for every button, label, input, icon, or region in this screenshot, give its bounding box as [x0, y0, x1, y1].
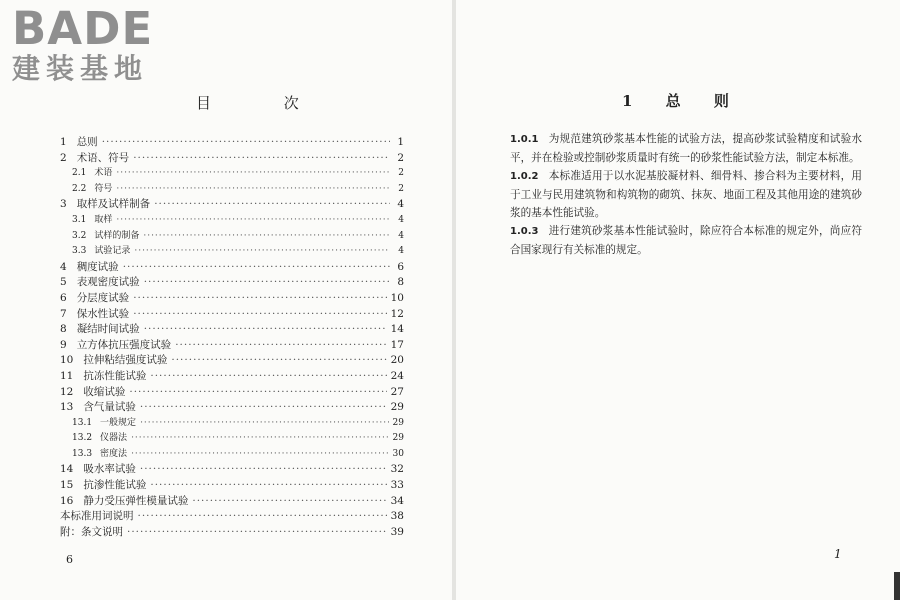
toc-entry-title: 立方体抗压强度试验 [76, 338, 172, 351]
toc-leader-dots [133, 292, 386, 304]
toc-entry-page: 6 [397, 260, 404, 273]
toc-leader-dots [133, 308, 386, 320]
left-page-number: 6 [66, 553, 73, 566]
toc-entry-title: 本标准用词说明 [60, 510, 134, 523]
toc-entry-title: 凝结时间试验 [76, 323, 140, 336]
toc-entry [60, 368, 404, 384]
toc-entry-number: 3 [60, 198, 67, 211]
toc-entry-number: 14 [60, 463, 74, 476]
toc-leader-dots [102, 136, 390, 148]
logo-tagline: 建装基地 [12, 52, 149, 85]
toc-entry-number: 16 [60, 494, 74, 507]
clause-text: 为规范建筑砂浆基本性能的试验方法，提高砂浆试验精度和试验水平，并在检验或控制砂浆质量时有统一的砂浆性能试验方法，制定本标准。 [510, 133, 862, 164]
toc-leader-dots [116, 184, 390, 194]
toc-entry-title: 术语、符号 [76, 151, 130, 164]
toc-entry-page: 17 [390, 338, 404, 351]
chapter-title: 1 总 则 [622, 92, 743, 110]
toc-entry-page: 39 [390, 525, 404, 538]
toc-entry-number: 13.2 [72, 433, 93, 444]
toc-entry-page: 27 [390, 385, 404, 398]
toc-entry-number: 10 [60, 354, 74, 367]
clause [510, 130, 862, 167]
toc-entry-page: 4 [398, 230, 404, 241]
toc-entry [60, 446, 404, 462]
toc-entry-page: 8 [397, 276, 404, 289]
toc-entry [60, 321, 404, 337]
clause-number: 1.0.2 [510, 171, 539, 182]
toc-entry-number: 13 [60, 401, 74, 414]
toc-entry-number: 7 [60, 307, 67, 320]
clause-number: 1.0.1 [510, 134, 539, 145]
toc-entry-title: 抗冻性能试验 [83, 369, 147, 382]
clause [510, 167, 862, 222]
toc-entry-number: 12 [60, 385, 74, 398]
toc-leader-dots [154, 198, 390, 210]
toc-leader-dots [129, 386, 386, 398]
scan-edge-mark [894, 572, 900, 600]
toc-entry [60, 134, 404, 150]
toc-entry-page: 2 [398, 168, 404, 179]
bade-logo [12, 2, 154, 85]
toc-entry-page: 20 [390, 354, 404, 367]
toc-leader-dots [140, 401, 387, 413]
toc-leader-dots [131, 449, 388, 459]
table-of-contents [60, 134, 404, 539]
clause-text: 本标准适用于以水泥基胶凝材料、细骨料、掺合料为主要材料，用于工业与民用建筑物和构筑物的砌筑、抹灰、地面工程及其他用途的建筑砂浆的基本性能试验。 [510, 170, 862, 219]
toc-leader-dots [116, 168, 390, 178]
clause-text: 进行建筑砂浆基本性能试验时，除应符合本标准的规定外，尚应符合国家现行有关标准的规定。 [510, 225, 862, 256]
toc-entry [60, 352, 404, 368]
toc-entry-title: 密度法 [100, 448, 128, 459]
toc-entry-number: 13.3 [72, 448, 93, 459]
toc-entry [60, 508, 404, 524]
toc-entry-number: 4 [60, 260, 67, 273]
toc-entry-page: 24 [390, 369, 404, 382]
toc-leader-dots [133, 152, 390, 164]
toc-entry [60, 212, 404, 228]
toc-entry-title: 稠度试验 [76, 260, 119, 273]
toc-leader-dots [123, 261, 390, 273]
toc-entry-page: 14 [390, 323, 404, 336]
toc-entry [60, 399, 404, 415]
toc-entry [60, 196, 404, 212]
toc-entry-number: 2.1 [72, 168, 87, 179]
toc-entry [60, 493, 404, 509]
toc-entry [60, 259, 404, 275]
toc-entry-number: 15 [60, 479, 74, 492]
toc-leader-dots [192, 495, 386, 507]
toc-entry-number: 13.1 [72, 417, 93, 428]
toc-entry [60, 337, 404, 353]
toc-entry-title: 吸水率试验 [83, 463, 136, 476]
clause-number: 1.0.3 [510, 226, 539, 237]
toc-entry [60, 165, 404, 181]
right-page-number: 1 [834, 547, 842, 561]
toc-entry-title: 抗渗性能试验 [83, 479, 147, 492]
toc-entry [60, 181, 404, 197]
toc-entry-page: 10 [390, 291, 404, 304]
toc-leader-dots [116, 215, 390, 225]
toc-entry-title: 取样及试样制备 [76, 198, 151, 211]
toc-entry-title: 含气量试验 [83, 401, 136, 414]
toc-entry-title: 仪器法 [100, 433, 128, 444]
toc-entry [60, 461, 404, 477]
toc-entry-page: 32 [390, 463, 404, 476]
toc-entry-page: 29 [392, 417, 404, 428]
toc-entry-title: 附：条文说明 [60, 525, 123, 538]
toc-entry-number: 2.2 [72, 183, 87, 194]
toc-entry-title: 表观密度试验 [76, 276, 140, 289]
toc-leader-dots [143, 231, 390, 241]
toc-entry [60, 306, 404, 322]
toc-entry-number: 6 [60, 291, 67, 304]
toc-entry-page: 4 [398, 246, 404, 257]
toc-entry-page: 38 [390, 510, 404, 523]
toc-entry-page: 33 [390, 479, 404, 492]
toc-leader-dots [131, 433, 388, 443]
toc-entry-page: 30 [392, 448, 404, 459]
toc-entry-number: 5 [60, 276, 67, 289]
toc-leader-dots [171, 354, 386, 366]
toc-entry [60, 415, 404, 431]
toc-title: 目 次 [196, 94, 333, 112]
toc-entry-page: 4 [398, 214, 404, 225]
toc-entry-page: 1 [397, 136, 404, 148]
toc-entry-title: 一般规定 [100, 417, 137, 428]
toc-entry-title: 保水性试验 [76, 307, 130, 320]
toc-entry [60, 274, 404, 290]
toc-entry [60, 150, 404, 166]
toc-leader-dots [175, 339, 386, 351]
toc-entry-number: 8 [60, 323, 67, 336]
toc-entry-title: 分层度试验 [76, 291, 130, 304]
toc-entry-title: 拉伸粘结强度试验 [83, 354, 168, 367]
toc-entry [60, 524, 404, 540]
toc-entry [60, 477, 404, 493]
toc-leader-dots [138, 510, 387, 522]
toc-entry-title: 静力受压弹性模量试验 [83, 494, 189, 507]
toc-entry-page: 29 [390, 401, 404, 414]
toc-entry-title: 收缩试验 [83, 385, 126, 398]
toc-entry-number: 1 [60, 136, 67, 148]
logo-brand: BADE [12, 2, 154, 55]
toc-leader-dots [150, 479, 386, 491]
toc-leader-dots [144, 323, 387, 335]
toc-entry-page: 4 [397, 198, 404, 211]
toc-entry [60, 228, 404, 244]
toc-entry-number: 9 [60, 338, 67, 351]
chapter-clauses [510, 130, 862, 259]
toc-entry-number: 3.1 [72, 214, 87, 225]
toc-entry-number: 3.2 [72, 230, 87, 241]
toc-entry [60, 243, 404, 259]
toc-leader-dots [127, 526, 387, 538]
toc-entry-number: 3.3 [72, 246, 87, 257]
clause [510, 222, 862, 259]
toc-entry-title: 试样的制备 [94, 230, 140, 241]
toc-leader-dots [140, 418, 388, 428]
toc-leader-dots [140, 463, 387, 475]
toc-entry [60, 290, 404, 306]
toc-entry-page: 29 [392, 433, 404, 444]
toc-entry [60, 384, 404, 400]
toc-entry-page: 2 [397, 151, 404, 164]
toc-entry-title: 取样 [94, 214, 113, 225]
toc-entry-page: 2 [398, 183, 404, 194]
toc-entry-title: 术语 [94, 168, 113, 179]
toc-entry-page: 12 [390, 307, 404, 320]
toc-entry-title: 试验记录 [94, 246, 131, 257]
toc-entry [60, 430, 404, 446]
toc-entry-title: 符号 [94, 183, 113, 194]
toc-leader-dots [144, 276, 390, 288]
toc-entry-title: 总则 [76, 136, 98, 148]
toc-leader-dots [150, 370, 386, 382]
toc-leader-dots [134, 246, 390, 256]
toc-entry-number: 2 [60, 151, 67, 164]
toc-entry-number: 11 [60, 369, 74, 382]
toc-entry-page: 34 [390, 494, 404, 507]
